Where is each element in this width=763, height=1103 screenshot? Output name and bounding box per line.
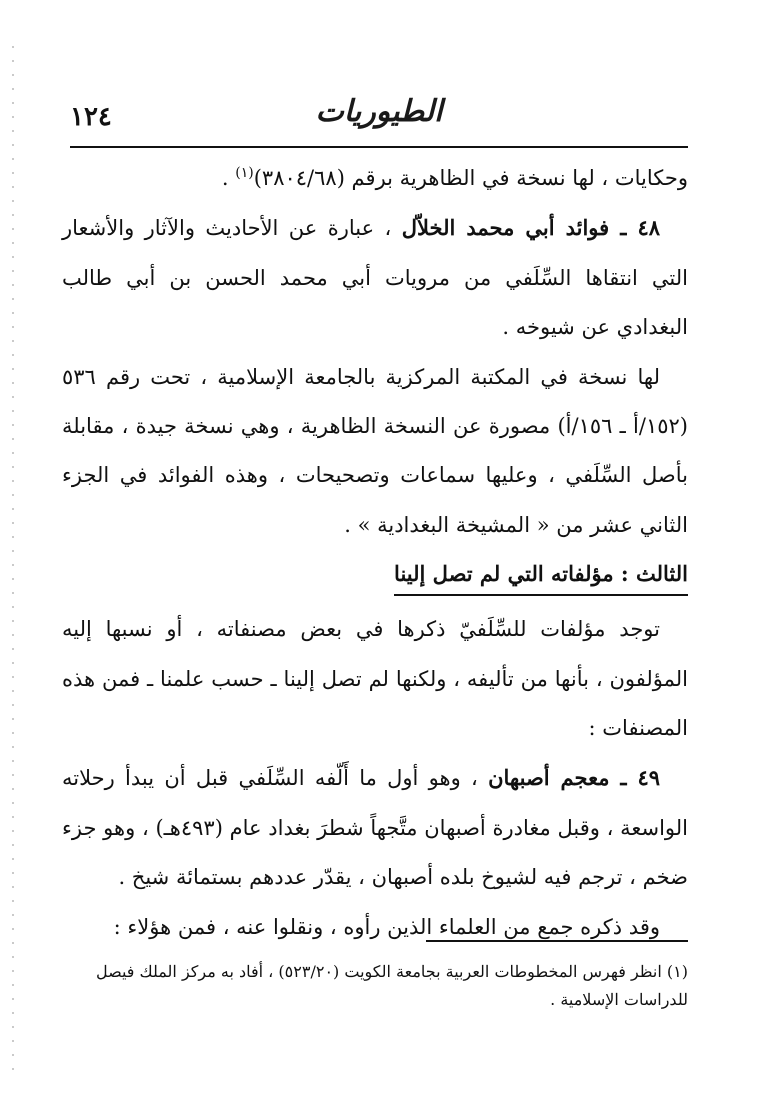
paragraph-1-text: وحكايات ، لها نسخة في الظاهرية برقم (٣٨٠٤/٦٨) bbox=[253, 166, 688, 190]
page-number: ١٢٤ bbox=[70, 102, 112, 132]
entry-49-title: ٤٩ ـ معجم أصبهان bbox=[488, 765, 661, 791]
footnote-rule bbox=[426, 940, 688, 942]
page-header bbox=[70, 92, 688, 142]
section-heading-text: الثالث : مؤلفاته التي لم تصل إلينا bbox=[394, 554, 688, 596]
paragraph-2 bbox=[62, 203, 688, 352]
footnote-text: (١) انظر فهرس المخطوطات العربية بجامعة الكويت (٥٢٣/٢٠) ، أفاد به مركز الملك فيصل للدراسات الإسلامية . bbox=[95, 962, 688, 1009]
paragraph-4-text: توجد مؤلفات للسِّلَفيّ ذكرها في بعض مصنفاته ، أو نسبها إليه المؤلفون ، بأنها من تأليفه ، ولكنها لم تصل إلينا ـ حسب علمنا ـ فمن هذه المصنفات : bbox=[62, 617, 688, 741]
paragraph-3-text: لها نسخة في المكتبة المركزية بالجامعة الإسلامية ، تحت رقم ٥٣٦ (١٥٢/أ ـ ١٥٦/أ) مصورة عن النسخة الظاهرية ، وهي نسخة جيدة ، مقابلة بأصل السِّلَفي ، وعليها سماعات وتصحيحات ، وهذه الفوائد في الجزء الثاني عشر من « المشيخة البغدادية » . bbox=[62, 364, 688, 537]
paragraph-4 bbox=[62, 605, 688, 753]
paragraph-1 bbox=[62, 154, 688, 203]
footnote bbox=[62, 958, 688, 1014]
paragraph-5-text: ، وهو أول ما أَلّفه السِّلَفي قبل أن يبدأ رحلاته الواسعة ، وقبل مغادرة أصبهان متَّجهاً شطرَ بغداد عام (٤٩٣هـ) ، وهو جزء ضخم ، ترجم فيه لشيوخ بلده أصبهان ، يقدّر عددهم بستمائة شيخ . bbox=[62, 766, 689, 890]
paragraph-1-end: . bbox=[221, 166, 236, 190]
paragraph-3 bbox=[62, 353, 688, 551]
paragraph-2-text: ، عبارة عن الأحاديث والآثار والأشعار التي انتقاها السِّلَفي من مرويات أبي محمد الحسن بن أبي طالب البغدادي عن شيوخه . bbox=[62, 216, 688, 340]
paragraph-5 bbox=[62, 753, 688, 902]
paragraph-6-text: وقد ذكره جمع من العلماء الذين رأوه ، ونقلوا عنه ، فمن هؤلاء : bbox=[113, 914, 660, 939]
paragraph-6 bbox=[62, 903, 688, 952]
entry-48-title: ٤٨ ـ فوائد أبي محمد الخلاّل bbox=[401, 215, 660, 241]
scan-edge-dots bbox=[12, 40, 14, 1080]
page-body bbox=[62, 154, 688, 952]
section-heading bbox=[62, 550, 688, 605]
header-rule bbox=[70, 146, 688, 148]
running-title: الطيوريات bbox=[315, 94, 443, 129]
footnote-reference: (١) bbox=[235, 165, 254, 181]
